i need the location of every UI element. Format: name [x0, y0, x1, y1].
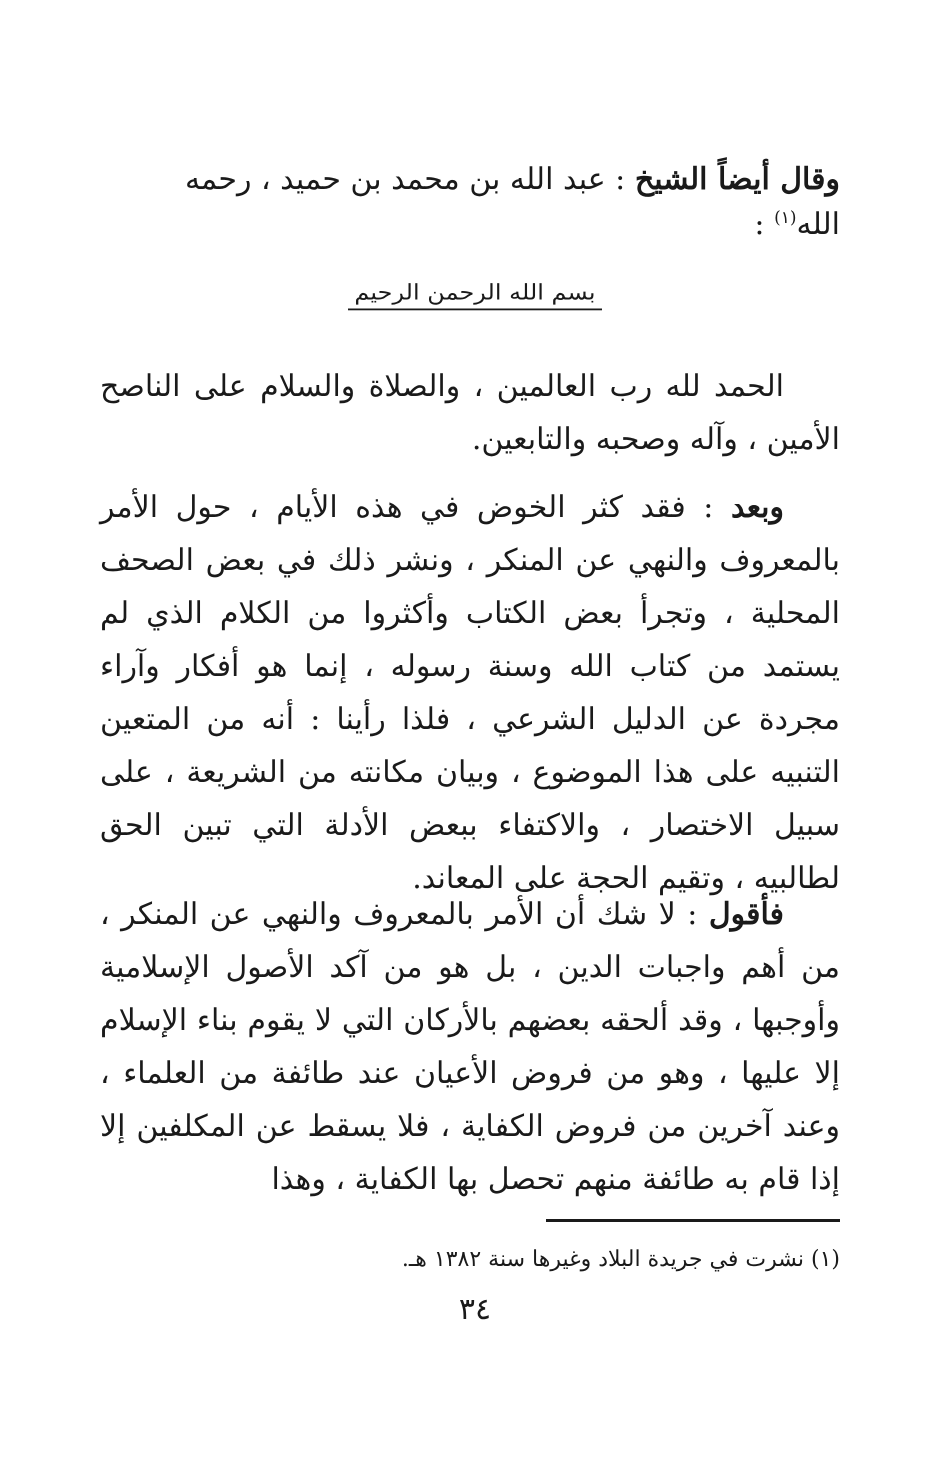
paragraph-preface	[100, 481, 840, 905]
paragraph-statement-text: : لا شك أن الأمر بالمعروف والنهي عن المنكر ، من أهم واجبات الدين ، بل هو من آكد الأصول الإسلامية وأوجبها ، وقد ألحقه بعضهم بالأركان التي لا يقوم بناء الإسلام إلا عليها ، وهو من فروض الأعيان عند طائفة من العلماء ، وعند آخرين من فروض الكفاية ، فلا يسقط عن المكلفين إلا إذا قام به طائفة منهم تحصل بها الكفاية ، وهذا	[100, 897, 840, 1197]
footnote-divider	[546, 1219, 840, 1222]
paragraph-statement	[100, 888, 840, 1206]
intro-text: : عبد الله بن محمد بن حميد ، رحمه	[184, 162, 626, 197]
paragraph-preface-text: : فقد كثر الخوض في هذه الأيام ، حول الأمر بالمعروف والنهي عن المنكر ، ونشر ذلك في بعض الصحف المحلية ، وتجرأ بعض الكتاب وأكثروا من الكلام الذي لم يستمد من كتاب الله وسنة رسوله ، إنما هو أفكار وآراء مجردة عن الدليل الشرعي ، فلذا رأينا : أنه من المتعين التنبيه على هذا الموضوع ، وبيان مكانته من الشريعة ، على سبيل الاختصار ، والاكتفاء ببعض الأدلة التي تبين الحق لطالبيه ، وتقيم الحجة على المعاند.	[100, 490, 840, 896]
footnote-text: نشرت في جريدة البلاد وغيرها سنة ١٣٨٢ هـ.	[401, 1247, 804, 1272]
basmala-text: بسم الله الرحمن الرحيم	[348, 280, 601, 311]
paragraph-preface-lead: وبعد	[730, 490, 785, 525]
page-number: ٣٤	[458, 1292, 492, 1327]
intro-line2-end: :	[754, 207, 775, 242]
intro-paragraph	[100, 153, 840, 251]
intro-line2-word: الله	[796, 207, 840, 242]
paragraph-praise-text: الحمد لله رب العالمين ، والصلاة والسلام على الناصح الأمين ، وآله وصحبه والتابعين.	[100, 369, 840, 457]
intro-line2	[100, 198, 840, 251]
footnote-marker: (١)	[810, 1247, 840, 1272]
intro-lead: وقال أيضاً الشيخ	[634, 162, 840, 197]
footnote	[100, 1243, 840, 1277]
paragraph-statement-lead: فأقول	[708, 897, 784, 932]
footnote-reference[interactable]: (١)	[774, 208, 797, 228]
basmala-heading	[0, 278, 950, 312]
paragraph-praise	[100, 360, 840, 466]
